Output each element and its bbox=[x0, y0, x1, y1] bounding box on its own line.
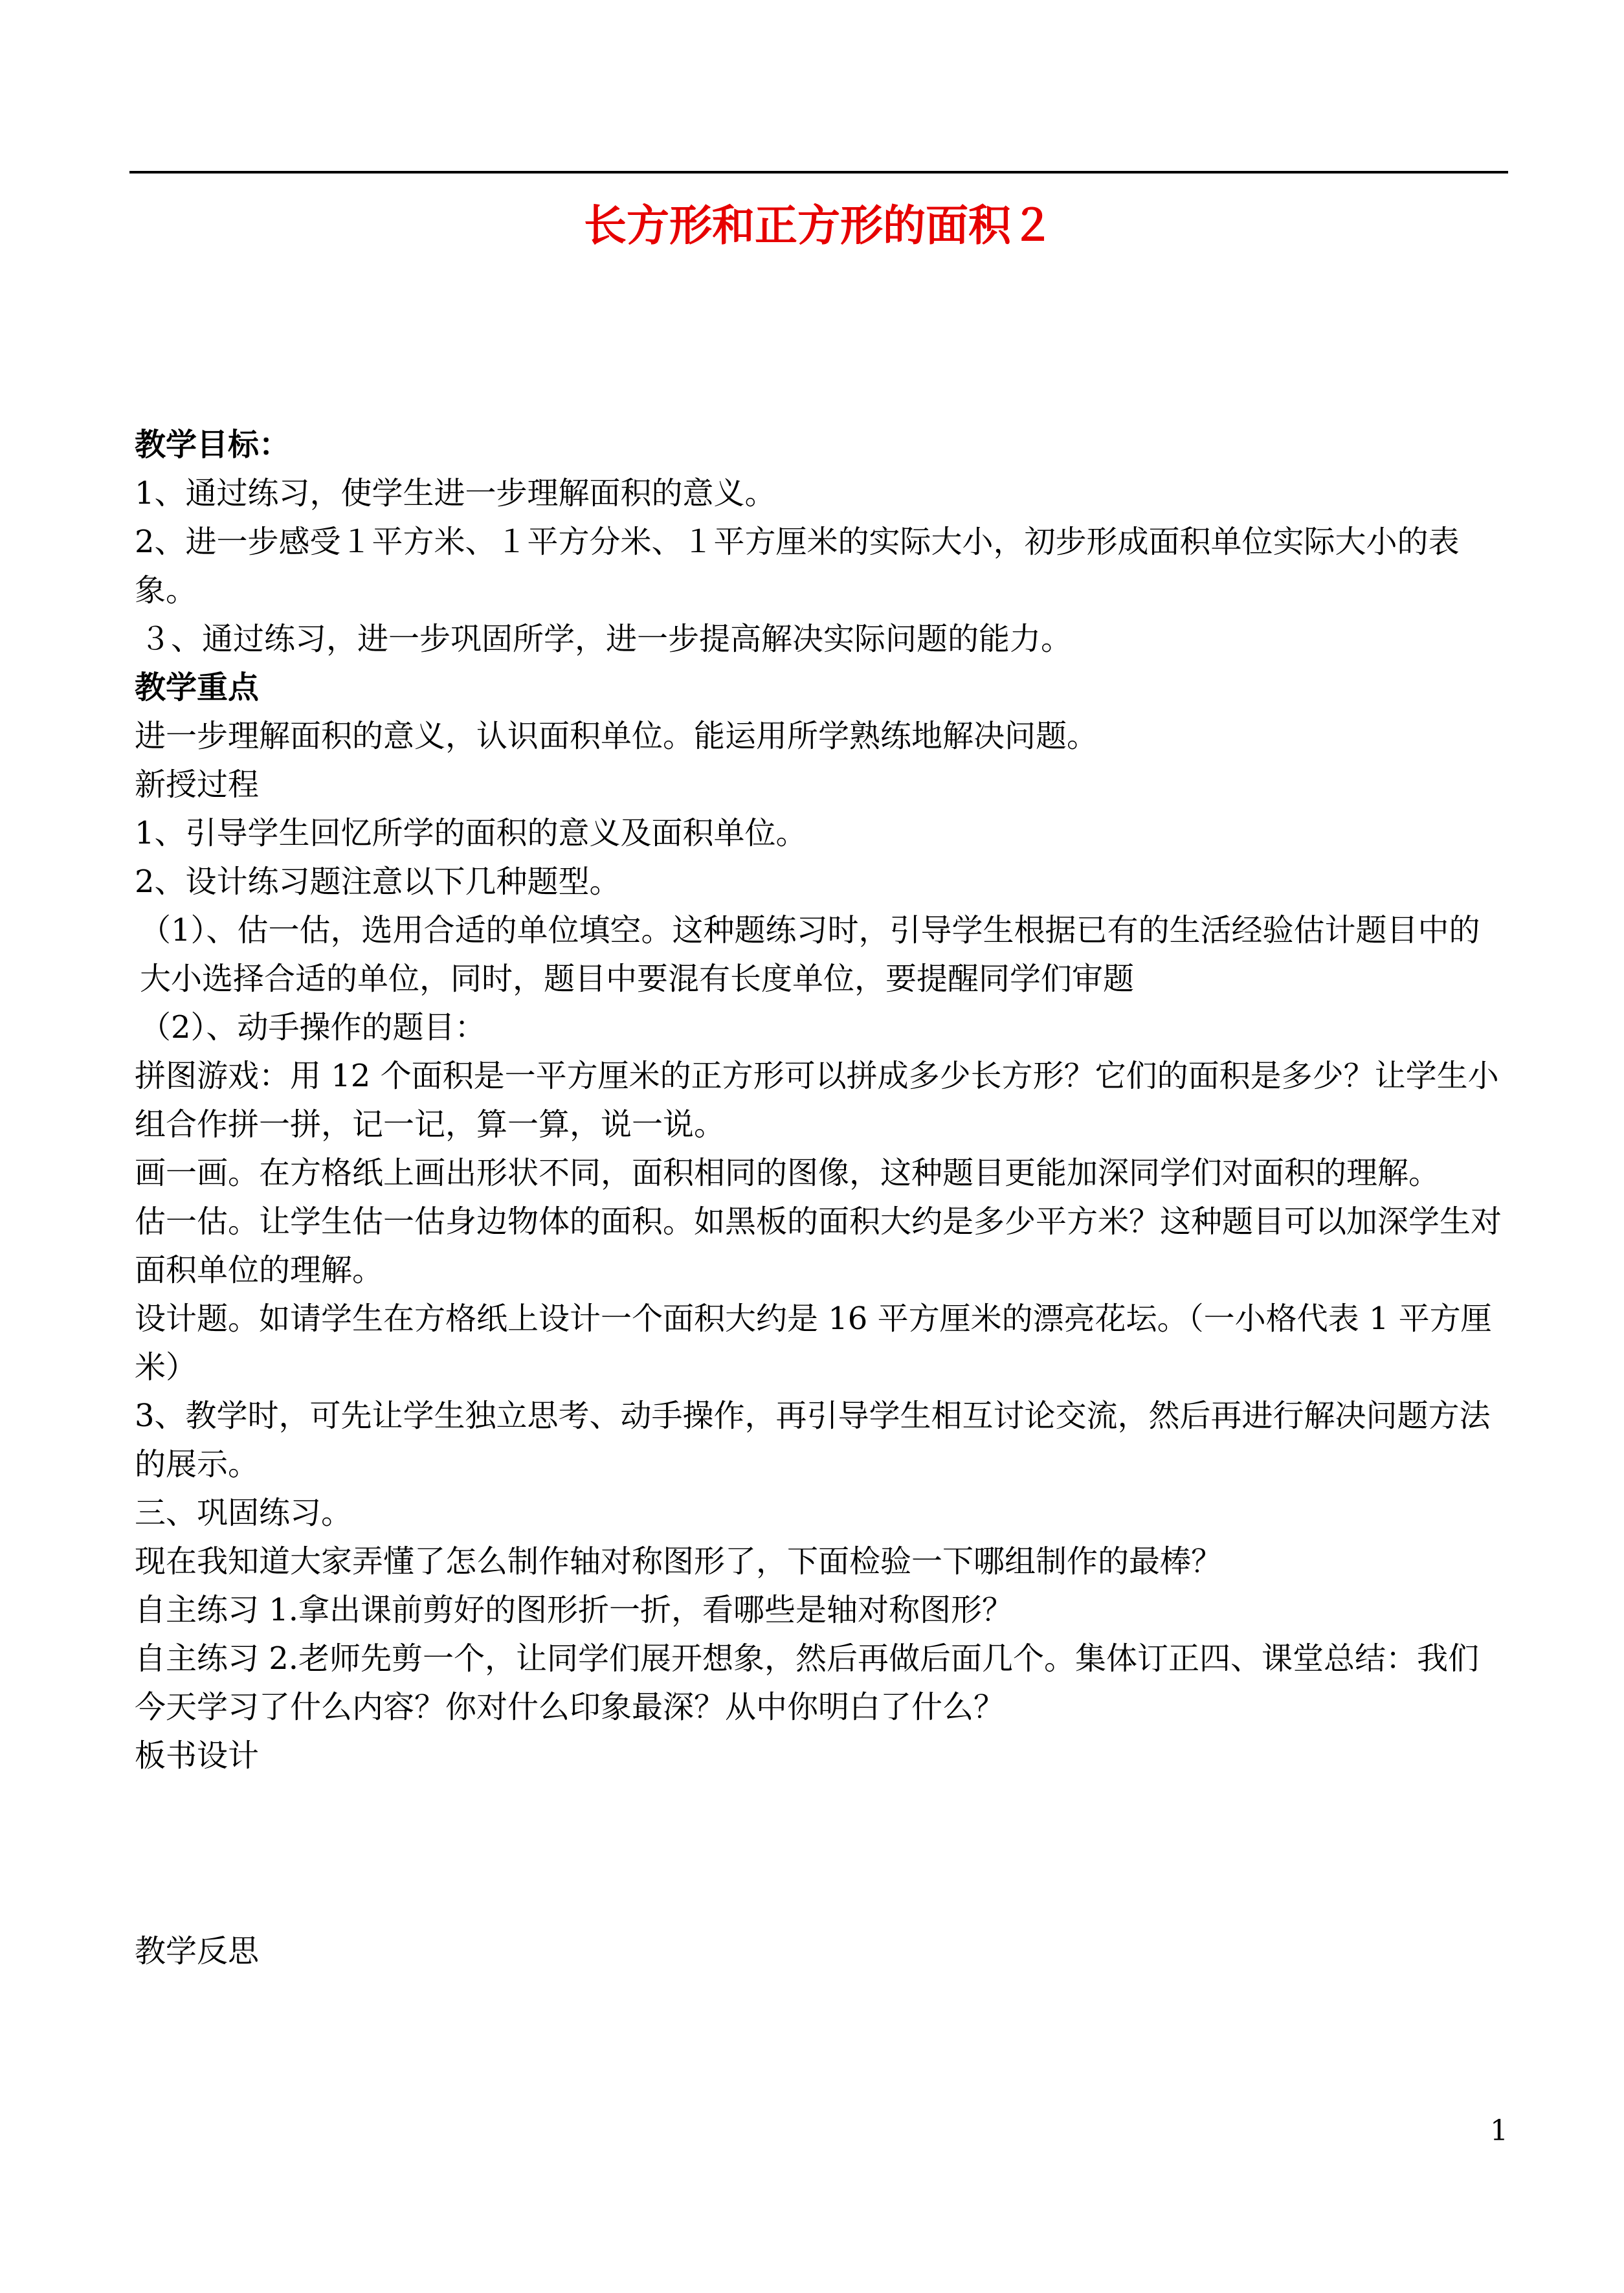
objective-3: ３、通过练习，进一步巩固所学，进一步提高解决实际问题的能力。 bbox=[140, 621, 1073, 657]
document-body bbox=[135, 421, 1507, 1976]
objectives-heading: 教学目标： bbox=[135, 427, 291, 463]
objective-1: 1、通过练习，使学生进一步理解面积的意义。 bbox=[135, 475, 776, 511]
process-step-1: 1、引导学生回忆所学的面积的意义及面积单位。 bbox=[135, 815, 807, 851]
practice-1: 自主练习 1.拿出课前剪好的图形折一折，看哪些是轴对称图形？ bbox=[135, 1592, 1014, 1628]
practice-intro: 现在我知道大家弄懂了怎么制作轴对称图形了，下面检验一下哪组制作的最棒？ bbox=[135, 1543, 1223, 1580]
key-points-text: 进一步理解面积的意义，认识面积单位。能运用所学熟练地解决问题。 bbox=[135, 718, 1098, 754]
board-design-space bbox=[135, 1780, 1507, 1927]
estimate-activity: 估一估。让学生估一估身边物体的面积。如黑板的面积大约是多少平方米？这种题目可以加深学生对面积单位的理解。 bbox=[135, 1203, 1502, 1288]
board-design: 板书设计 bbox=[135, 1738, 260, 1774]
teaching-reflection: 教学反思 bbox=[135, 1933, 260, 1969]
page-number: 1 bbox=[1490, 2114, 1508, 2147]
document-title: 长方形和正方形的面积２ bbox=[584, 200, 1054, 251]
draw-activity: 画一画。在方格纸上画出形状不同，面积相同的图像，这种题目更能加深同学们对面积的理解。 bbox=[135, 1155, 1440, 1191]
process-step-2-2: （2）、动手操作的题目： bbox=[140, 1009, 486, 1046]
process-step-2-1: （1）、估一估，选用合适的单位填空。这种题练习时，引导学生根据已有的生活经验估计题目中的大小选择合适的单位，同时，题目中要混有长度单位，要提醒同学们审题 bbox=[140, 912, 1480, 997]
process-step-3: 3、教学时，可先让学生独立思考、动手操作，再引导学生相互讨论交流，然后再进行解决问题方法的展示。 bbox=[135, 1398, 1491, 1482]
puzzle-game: 拼图游戏：用 12 个面积是一平方厘米的正方形可以拼成多少长方形？它们的面积是多少？让学生小组合作拼一拼，记一记，算一算，说一说。 bbox=[135, 1058, 1499, 1143]
process-heading: 新授过程 bbox=[135, 766, 260, 803]
practice-2: 自主练习 2.老师先剪一个，让同学们展开想象，然后再做后面几个。集体订正四、课堂总结：我们今天学习了什么内容？你对什么印象最深？从中你明白了什么？ bbox=[135, 1640, 1480, 1725]
practice-heading: 三、巩固练习。 bbox=[135, 1495, 353, 1531]
design-activity: 设计题。如请学生在方格纸上设计一个面积大约是 16 平方厘米的漂亮花坛。（一小格代表 1 平方厘米） bbox=[135, 1301, 1492, 1385]
key-points-heading: 教学重点 bbox=[135, 669, 260, 706]
objective-2: 2、进一步感受１平方米、１平方分米、１平方厘米的实际大小，初步形成面积单位实际大小的表象。 bbox=[135, 524, 1460, 609]
header-rule bbox=[129, 171, 1508, 173]
process-step-2: 2、设计练习题注意以下几种题型。 bbox=[135, 864, 621, 900]
